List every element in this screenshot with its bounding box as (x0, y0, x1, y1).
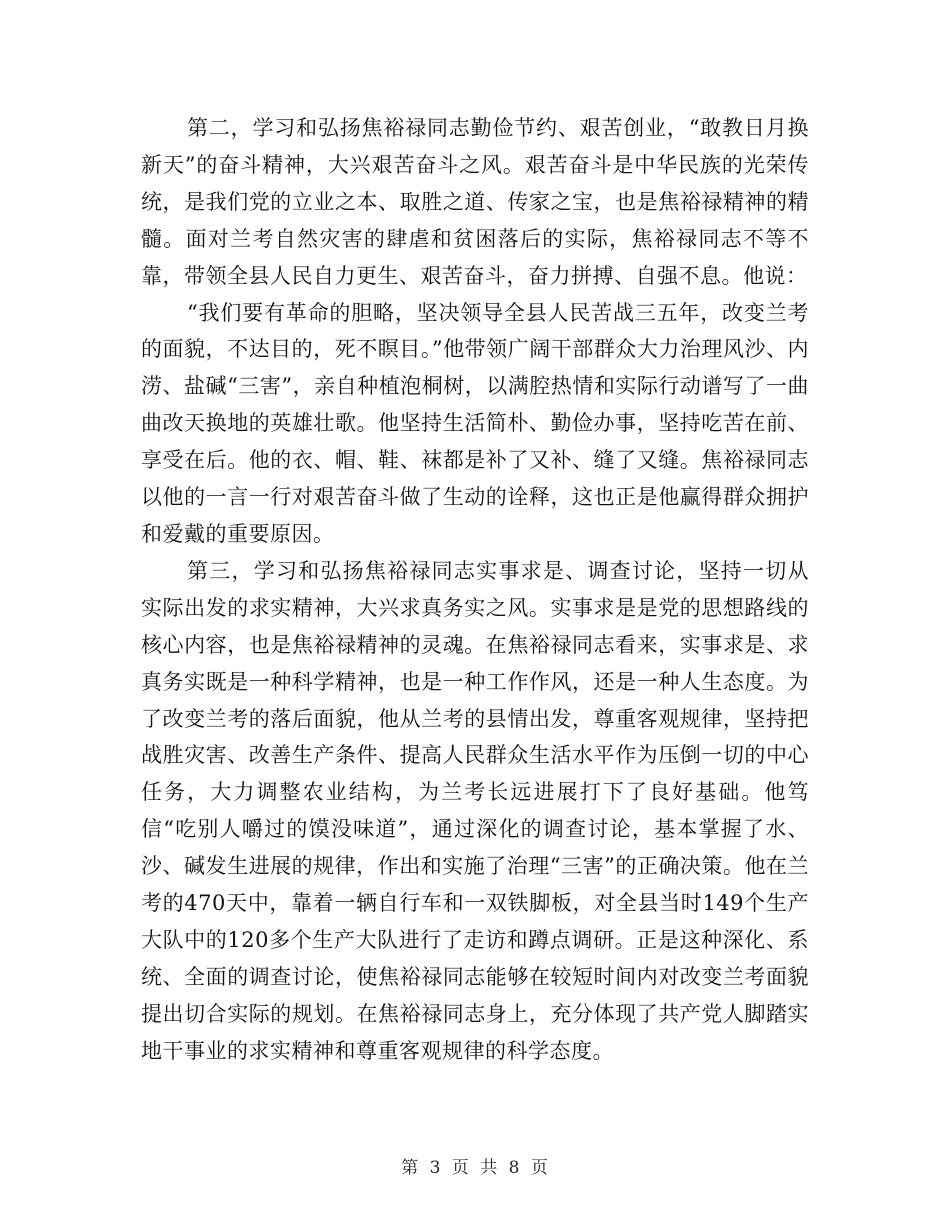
footer-suffix: 页 (530, 1158, 549, 1178)
footer-prefix: 第 (401, 1158, 420, 1178)
paragraph-quote-struggle: “我们要有革命的胆略，坚决领导全县人民苦战三五年，改变兰考的面貌，不达目的，死不瞑目。”他带领广阔干部群众大力治理风沙、内涝、盐碱“三害”，亲自种植泡桐树，以满腔热情和实际行动谱写了一曲曲改天换地的英雄壮歌。他坚持生活简朴、勤俭办事，坚持吃苦在前、享受在后。他的衣、帽、鞋、袜都是补了又补、缝了又缝。焦裕禄同志以他的一言一行对艰苦奋斗做了生动的诠释，这也正是他赢得群众拥护和爱戴的重要原因。 (141, 300, 809, 546)
body-text (141, 110, 809, 1070)
paragraph-seek-truth: 第三，学习和弘扬焦裕禄同志实事求是、调查讨论，坚持一切从实际出发的求实精神，大兴求真务实之风。实事求是是党的思想路线的核心内容，也是焦裕禄精神的灵魂。在焦裕禄同志看来，实事求是、求真务实既是一种科学精神，也是一种工作作风，还是一种人生态度。为了改变兰考的落后面貌，他从兰考的县情出发，尊重客观规律，坚持把战胜灾害、改善生产条件、提高人民群众生活水平作为压倒一切的中心任务，大力调整农业结构，为兰考长远进展打下了良好基础。他笃信“吃别人嚼过的馍没味道”，通过深化的调查讨论，基本掌握了水、沙、碱发生进展的规律，作出和实施了治理“三害”的正确决策。他在兰考的470天中，靠着一辆自行车和一双铁脚板，对全县当时149个生产大队中的120多个生产大队进行了走访和蹲点调研。正是这种深化、系统、全面的调查讨论，使焦裕禄同志能够在较短时间内对改变兰考面貌提出切合实际的规划。在焦裕禄同志身上，充分体现了共产党人脚踏实地干事业的求实精神和尊重客观规律的科学态度。 (141, 558, 809, 1063)
page-footer (0, 1153, 950, 1178)
footer-current-page: 3 (429, 1158, 442, 1178)
footer-total-pages: 8 (508, 1158, 521, 1178)
footer-page-word: 页 (451, 1158, 470, 1178)
paragraph-diligence: 第二，学习和弘扬焦裕禄同志勤俭节约、艰苦创业，“敢教日月换新天”的奋斗精神，大兴艰苦奋斗之风。艰苦奋斗是中华民族的光荣传统，是我们党的立业之本、取胜之道、传家之宝，也是焦裕禄精神的精髓。面对兰考自然灾害的肆虐和贫困落后的实际，焦裕禄同志不等不靠，带领全县人民自力更生、艰苦奋斗，奋力拼搏、自强不息。他说： (141, 116, 809, 288)
footer-total-word: 共 (480, 1158, 499, 1178)
